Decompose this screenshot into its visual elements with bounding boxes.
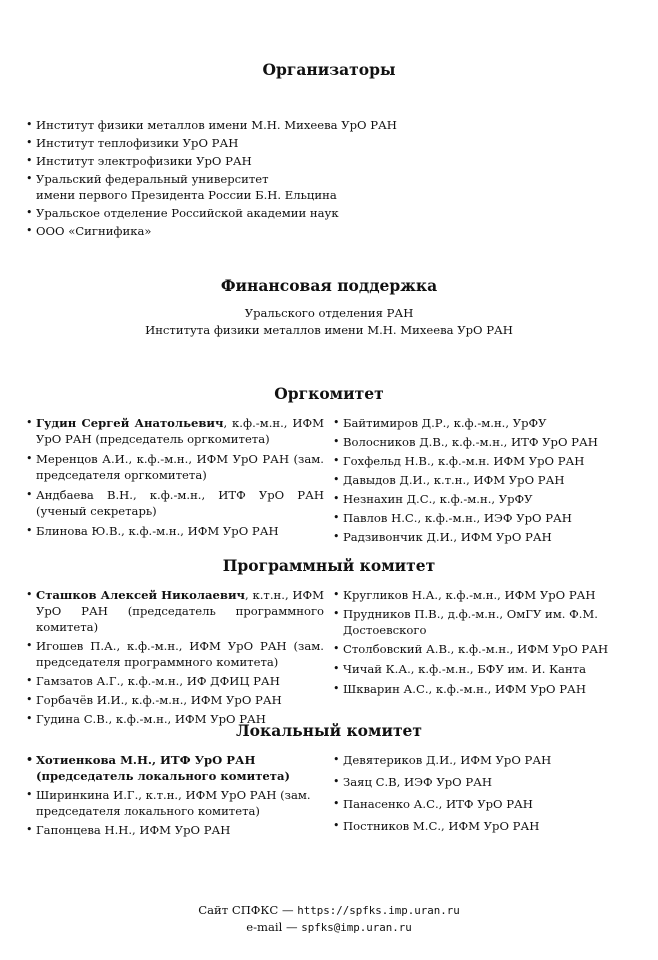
list-item: • Меренцов А.И., к.ф.-м.н., ИФМ УрО РАН (зам. председателя оргкомитета) — [26, 451, 324, 483]
financial-title: Финансовая поддержка — [220, 276, 438, 295]
list-item: • Заяц С.В, ИЭФ УрО РАН — [333, 774, 638, 790]
list-item: • Байтимиров Д.Р., к.ф.-м.н., УрФУ — [333, 415, 643, 431]
financial-line-2: Института физики металлов имени М.Н. Михеева УрО РАН — [145, 323, 513, 337]
list-item: • Прудников П.В., д.ф.-м.н., ОмГУ им. Ф.М. Достоевского — [333, 606, 638, 638]
orgcommittee-title: Оргкомитет — [274, 384, 384, 403]
list-item: • Институт теплофизики УрО РАН — [26, 135, 446, 151]
member-name: Сташков Алексей Николаевич — [36, 588, 246, 602]
member-details: , к.т.н., ИФМ УрО РАН (председатель программного комитета) — [36, 588, 324, 634]
list-item: • Уральское отделение Российской академии наук — [26, 205, 446, 221]
email-label: e-mail — — [246, 920, 302, 934]
list-item: • ООО «Сигнифика» — [26, 223, 446, 239]
site-label: Сайт СПФКС — — [198, 903, 298, 917]
list-item — [26, 415, 324, 447]
list-item: • Радзивончик Д.И., ИФМ УрО РАН — [333, 529, 643, 545]
program-title: Программный комитет — [222, 556, 436, 575]
list-item: • Постников М.С., ИФМ УрО РАН — [333, 818, 638, 834]
list-item: • Хотиенкова М.Н., ИТФ УрО РАН (председатель локального комитета) — [26, 752, 324, 784]
orgcommittee-right — [333, 415, 643, 545]
list-item: • Незнахин Д.С., к.ф.-м.н., УрФУ — [333, 491, 643, 507]
list-item: • Ширинкина И.Г., к.т.н., ИФМ УрО РАН (зам. председателя локального комитета) — [26, 787, 324, 819]
list-item: • Павлов Н.С., к.ф.-м.н., ИЭФ УрО РАН — [333, 510, 643, 526]
local-left — [26, 752, 324, 838]
organizers-title: Организаторы — [262, 60, 396, 79]
list-item: • Игошев П.А., к.ф.-м.н., ИФМ УрО РАН (зам. председателя программного комитета) — [26, 638, 324, 670]
list-item: • Панасенко А.С., ИТФ УрО РАН — [333, 796, 638, 812]
list-item: • Институт электрофизики УрО РАН — [26, 153, 446, 169]
list-item: • Андбаева В.Н., к.ф.-м.н., ИТФ УрО РАН (ученый секретарь) — [26, 487, 324, 519]
list-item: • Шкварин А.С., к.ф.-м.н., ИФМ УрО РАН — [333, 681, 638, 697]
list-item: • Девятериков Д.И., ИФМ УрО РАН — [333, 752, 638, 768]
member-name: Гудин Сергей Анатольевич — [36, 416, 224, 430]
list-item — [26, 587, 324, 635]
site-link[interactable]: https://spfks.imp.uran.ru — [297, 904, 460, 917]
list-item: • Гудина С.В., к.ф.-м.н., ИФМ УрО РАН — [26, 711, 324, 727]
member-details: , к.ф.-м.н., ИФМ УрО РАН (председатель оргкомитета) — [36, 416, 324, 446]
email-link[interactable]: spfks@imp.uran.ru — [301, 921, 412, 934]
list-item: • Блинова Ю.В., к.ф.-м.н., ИФМ УрО РАН — [26, 523, 324, 539]
list-item: • Горбачёв И.И., к.ф.-м.н., ИФМ УрО РАН — [26, 692, 324, 708]
program-left — [26, 587, 324, 727]
list-item: • Гамзатов А.Г., к.ф.-м.н., ИФ ДФИЦ РАН — [26, 673, 324, 689]
orgcommittee-left — [26, 415, 324, 539]
list-item: • Чичай К.А., к.ф.-м.н., БФУ им. И. Канта — [333, 661, 638, 677]
list-item: • Столбовский А.В., к.ф.-м.н., ИФМ УрО РАН — [333, 641, 638, 657]
list-item: • Институт физики металлов имени М.Н. Михеева УрО РАН — [26, 117, 446, 133]
list-item — [26, 171, 446, 203]
local-title: Локальный комитет — [235, 721, 423, 740]
list-item: • Волосников Д.В., к.ф.-м.н., ИТФ УрО РАН — [333, 434, 643, 450]
list-item: • Гохфельд Н.В., к.ф.-м.н. ИФМ УрО РАН — [333, 453, 643, 469]
program-right — [333, 587, 638, 697]
footer-site — [0, 902, 658, 919]
footer-email — [0, 919, 658, 936]
financial-line-1: Уральского отделения РАН — [244, 306, 414, 320]
organizers-list — [26, 117, 446, 239]
list-item: • Гапонцева Н.Н., ИФМ УрО РАН — [26, 822, 324, 838]
list-item: • Давыдов Д.И., к.т.н., ИФМ УрО РАН — [333, 472, 643, 488]
list-item: • Кругликов Н.А., к.ф.-м.н., ИФМ УрО РАН — [333, 587, 638, 603]
local-right — [333, 752, 638, 834]
list-item-line: Уральский федеральный университет — [36, 172, 269, 186]
list-item-line: имени первого Президента России Б.Н. Ельцина — [36, 188, 337, 202]
